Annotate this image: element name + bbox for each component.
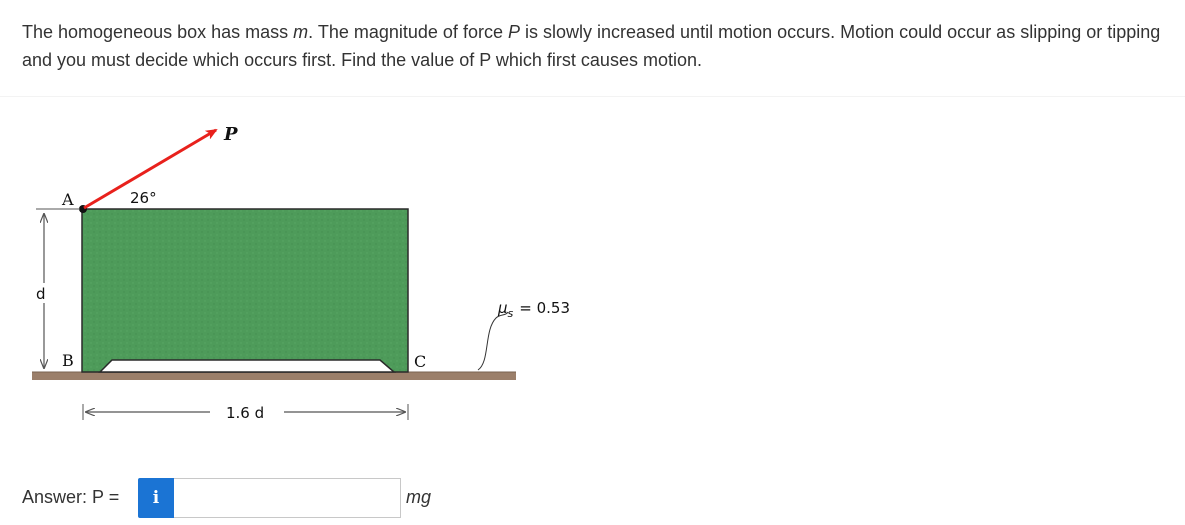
friction-symbol: μ — [498, 299, 508, 317]
question-part-2: . The magnitude of force — [308, 22, 508, 42]
point-c-label: C — [414, 352, 427, 371]
unit-label: mg — [406, 487, 432, 507]
box-base-recess — [100, 360, 394, 372]
angle-label: 26° — [130, 189, 157, 207]
point-b-label: B — [62, 351, 74, 370]
answer-row — [22, 478, 522, 518]
info-icon[interactable]: i — [138, 478, 174, 518]
friction-subscript: s — [507, 307, 514, 320]
answer-label: Answer: P = — [22, 487, 120, 507]
homogeneous-box — [82, 209, 408, 372]
force-p-label: P — [224, 124, 238, 145]
friction-leader-line — [478, 312, 508, 370]
width-label: 1.6 d — [226, 404, 265, 422]
question-part-1: The homogeneous box has mass — [22, 22, 294, 42]
answer-input[interactable] — [174, 478, 401, 518]
ground-surface — [32, 372, 516, 380]
question-part-3: is slowly increased until motion occurs. Motion could occur as slipping or tipping and you must decide which occurs first. Find the value of P which first causes motion. — [22, 22, 1161, 70]
height-label: d — [36, 285, 46, 303]
point-a-label: A — [62, 190, 74, 209]
force-symbol: P — [507, 22, 520, 42]
friction-label — [497, 299, 570, 320]
mass-symbol: m — [293, 22, 309, 42]
friction-value: = 0.53 — [519, 299, 571, 317]
